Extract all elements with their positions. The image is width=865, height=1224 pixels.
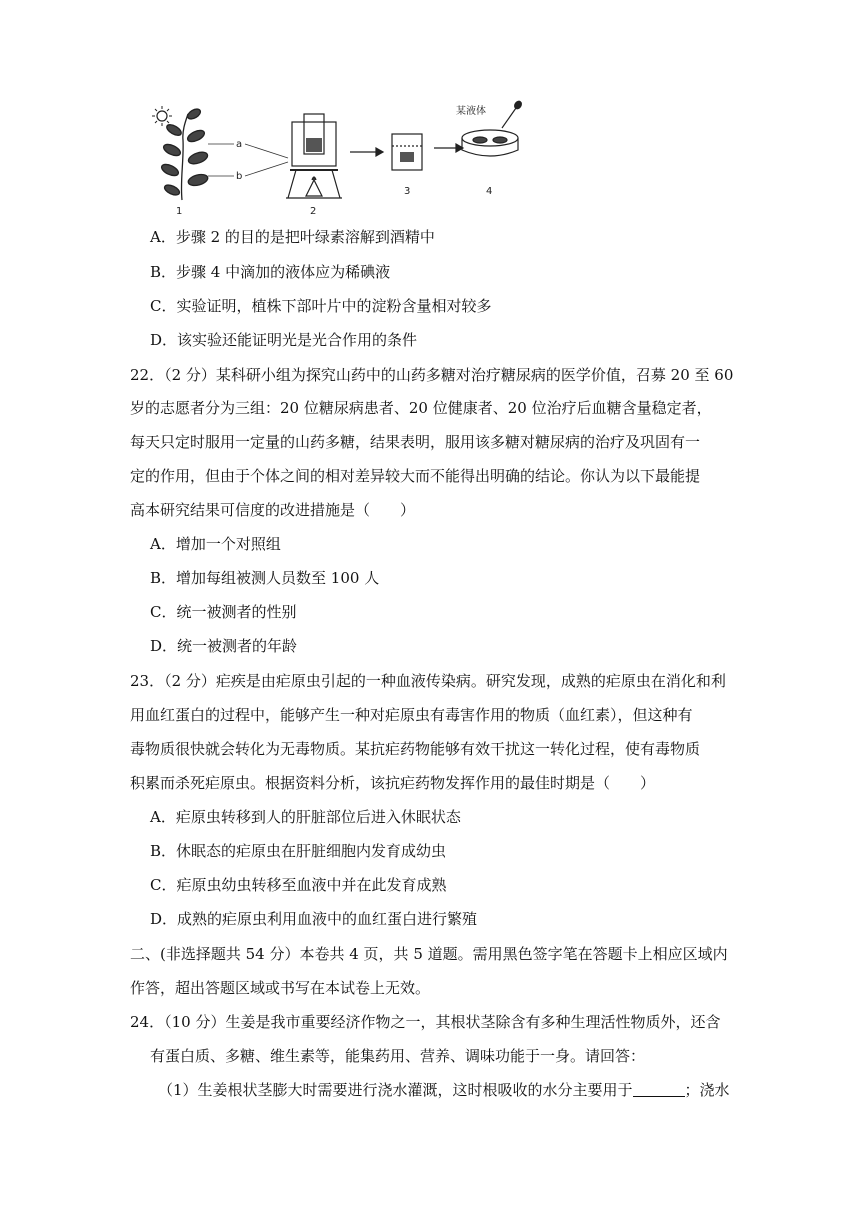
step-number: 1 [176, 206, 183, 217]
step-number: 2 [310, 206, 317, 217]
sub1-text-after: ；浇水 [684, 1081, 730, 1099]
option-c: C．实验证明，植株下部叶片中的淀粉含量相对较多 [150, 297, 492, 315]
option-a: A．步骤 2 的目的是把叶绿素溶解到酒精中 [150, 228, 435, 246]
arrow-icon [350, 148, 383, 156]
dropper-icon [502, 100, 523, 128]
question-22-line: 高本研究结果可信度的改进措施是（ ） [130, 501, 416, 519]
question-24-sub1 [158, 1080, 730, 1100]
answer-blank[interactable] [633, 1082, 685, 1097]
option-a: A．增加一个对照组 [150, 535, 281, 553]
section-2-heading: 作答，超出答题区域或书写在本试卷上无效。 [130, 979, 431, 997]
question-24-line: 24．（10 分）生姜是我市重要经济作物之一，其根状茎除含有多种生理活性物质外，还含 [130, 1013, 721, 1031]
step-number: 3 [404, 186, 411, 197]
dropper-label: 某液体 [456, 106, 486, 117]
option-b: B．增加每组被测人员数至 100 人 [150, 569, 380, 587]
option-a: A．疟原虫转移到人的肝脏部位后进入休眠状态 [150, 808, 461, 826]
option-c: C．疟原虫幼虫转移至血液中并在此发育成熟 [150, 876, 447, 894]
question-23-line: 毒物质很快就会转化为无毒物质。某抗疟药物能够有效干扰这一转化过程，使有毒物质 [130, 740, 701, 758]
question-23-line: 23．（2 分）疟疾是由疟原虫引起的一种血液传染病。研究发现，成熟的疟原虫在消化和利 [130, 672, 726, 690]
question-24-line: 有蛋白质、多糖、维生素等，能集药用、营养、调味功能于一身。请回答： [150, 1047, 646, 1065]
option-b: B．步骤 4 中滴加的液体应为稀碘液 [150, 263, 391, 281]
option-d: D．成熟的疟原虫利用血液中的血红蛋白进行繁殖 [150, 910, 478, 928]
question-23-line: 用血红蛋白的过程中，能够产生一种对疟原虫有毒害作用的物质（血红素），但这种有 [130, 706, 693, 724]
question-22-line: 22．（2 分）某科研小组为探究山药中的山药多糖对治疗糖尿病的医学价值，召募 20 至 60 [130, 366, 734, 384]
label-b: b [236, 171, 243, 182]
option-c: C．统一被测者的性别 [150, 603, 297, 621]
water-bath-apparatus [286, 114, 342, 198]
section-2-heading: 二、(非选择题共 54 分）本卷共 4 页，共 5 道题。需用黑色签字笔在答题卡上相应区域内 [130, 945, 728, 963]
question-23-line: 积累而杀死疟原虫。根据资料分析，该抗疟药物发挥作用的最佳时期是（ ） [130, 774, 656, 792]
experiment-figure [150, 100, 530, 218]
arrow-icon [434, 144, 463, 152]
label-a: a [236, 139, 243, 150]
step-number: 4 [486, 186, 493, 197]
question-22-line: 定的作用，但由于个体之间的相对差异较大而不能得出明确的结论。你认为以下最能提 [130, 467, 701, 485]
option-b: B．休眠态的疟原虫在肝脏细胞内发育成幼虫 [150, 842, 447, 860]
rinse-beaker [392, 134, 422, 170]
question-22-line: 每天只定时服用一定量的山药多糖，结果表明，服用该多糖对糖尿病的治疗及巩固有一 [130, 433, 701, 451]
option-d: D．统一被测者的年龄 [150, 637, 298, 655]
sub1-text: （1）生姜根状茎膨大时需要进行浇水灌溉，这时根吸收的水分主要用于 [158, 1081, 633, 1099]
sun-icon [152, 106, 172, 126]
petri-dish [462, 130, 518, 156]
option-d: D．该实验还能证明光是光合作用的条件 [150, 331, 418, 349]
question-22-line: 岁的志愿者分为三组：20 位糖尿病患者、20 位健康者、20 位治疗后血糖含量稳定者， [130, 399, 712, 417]
